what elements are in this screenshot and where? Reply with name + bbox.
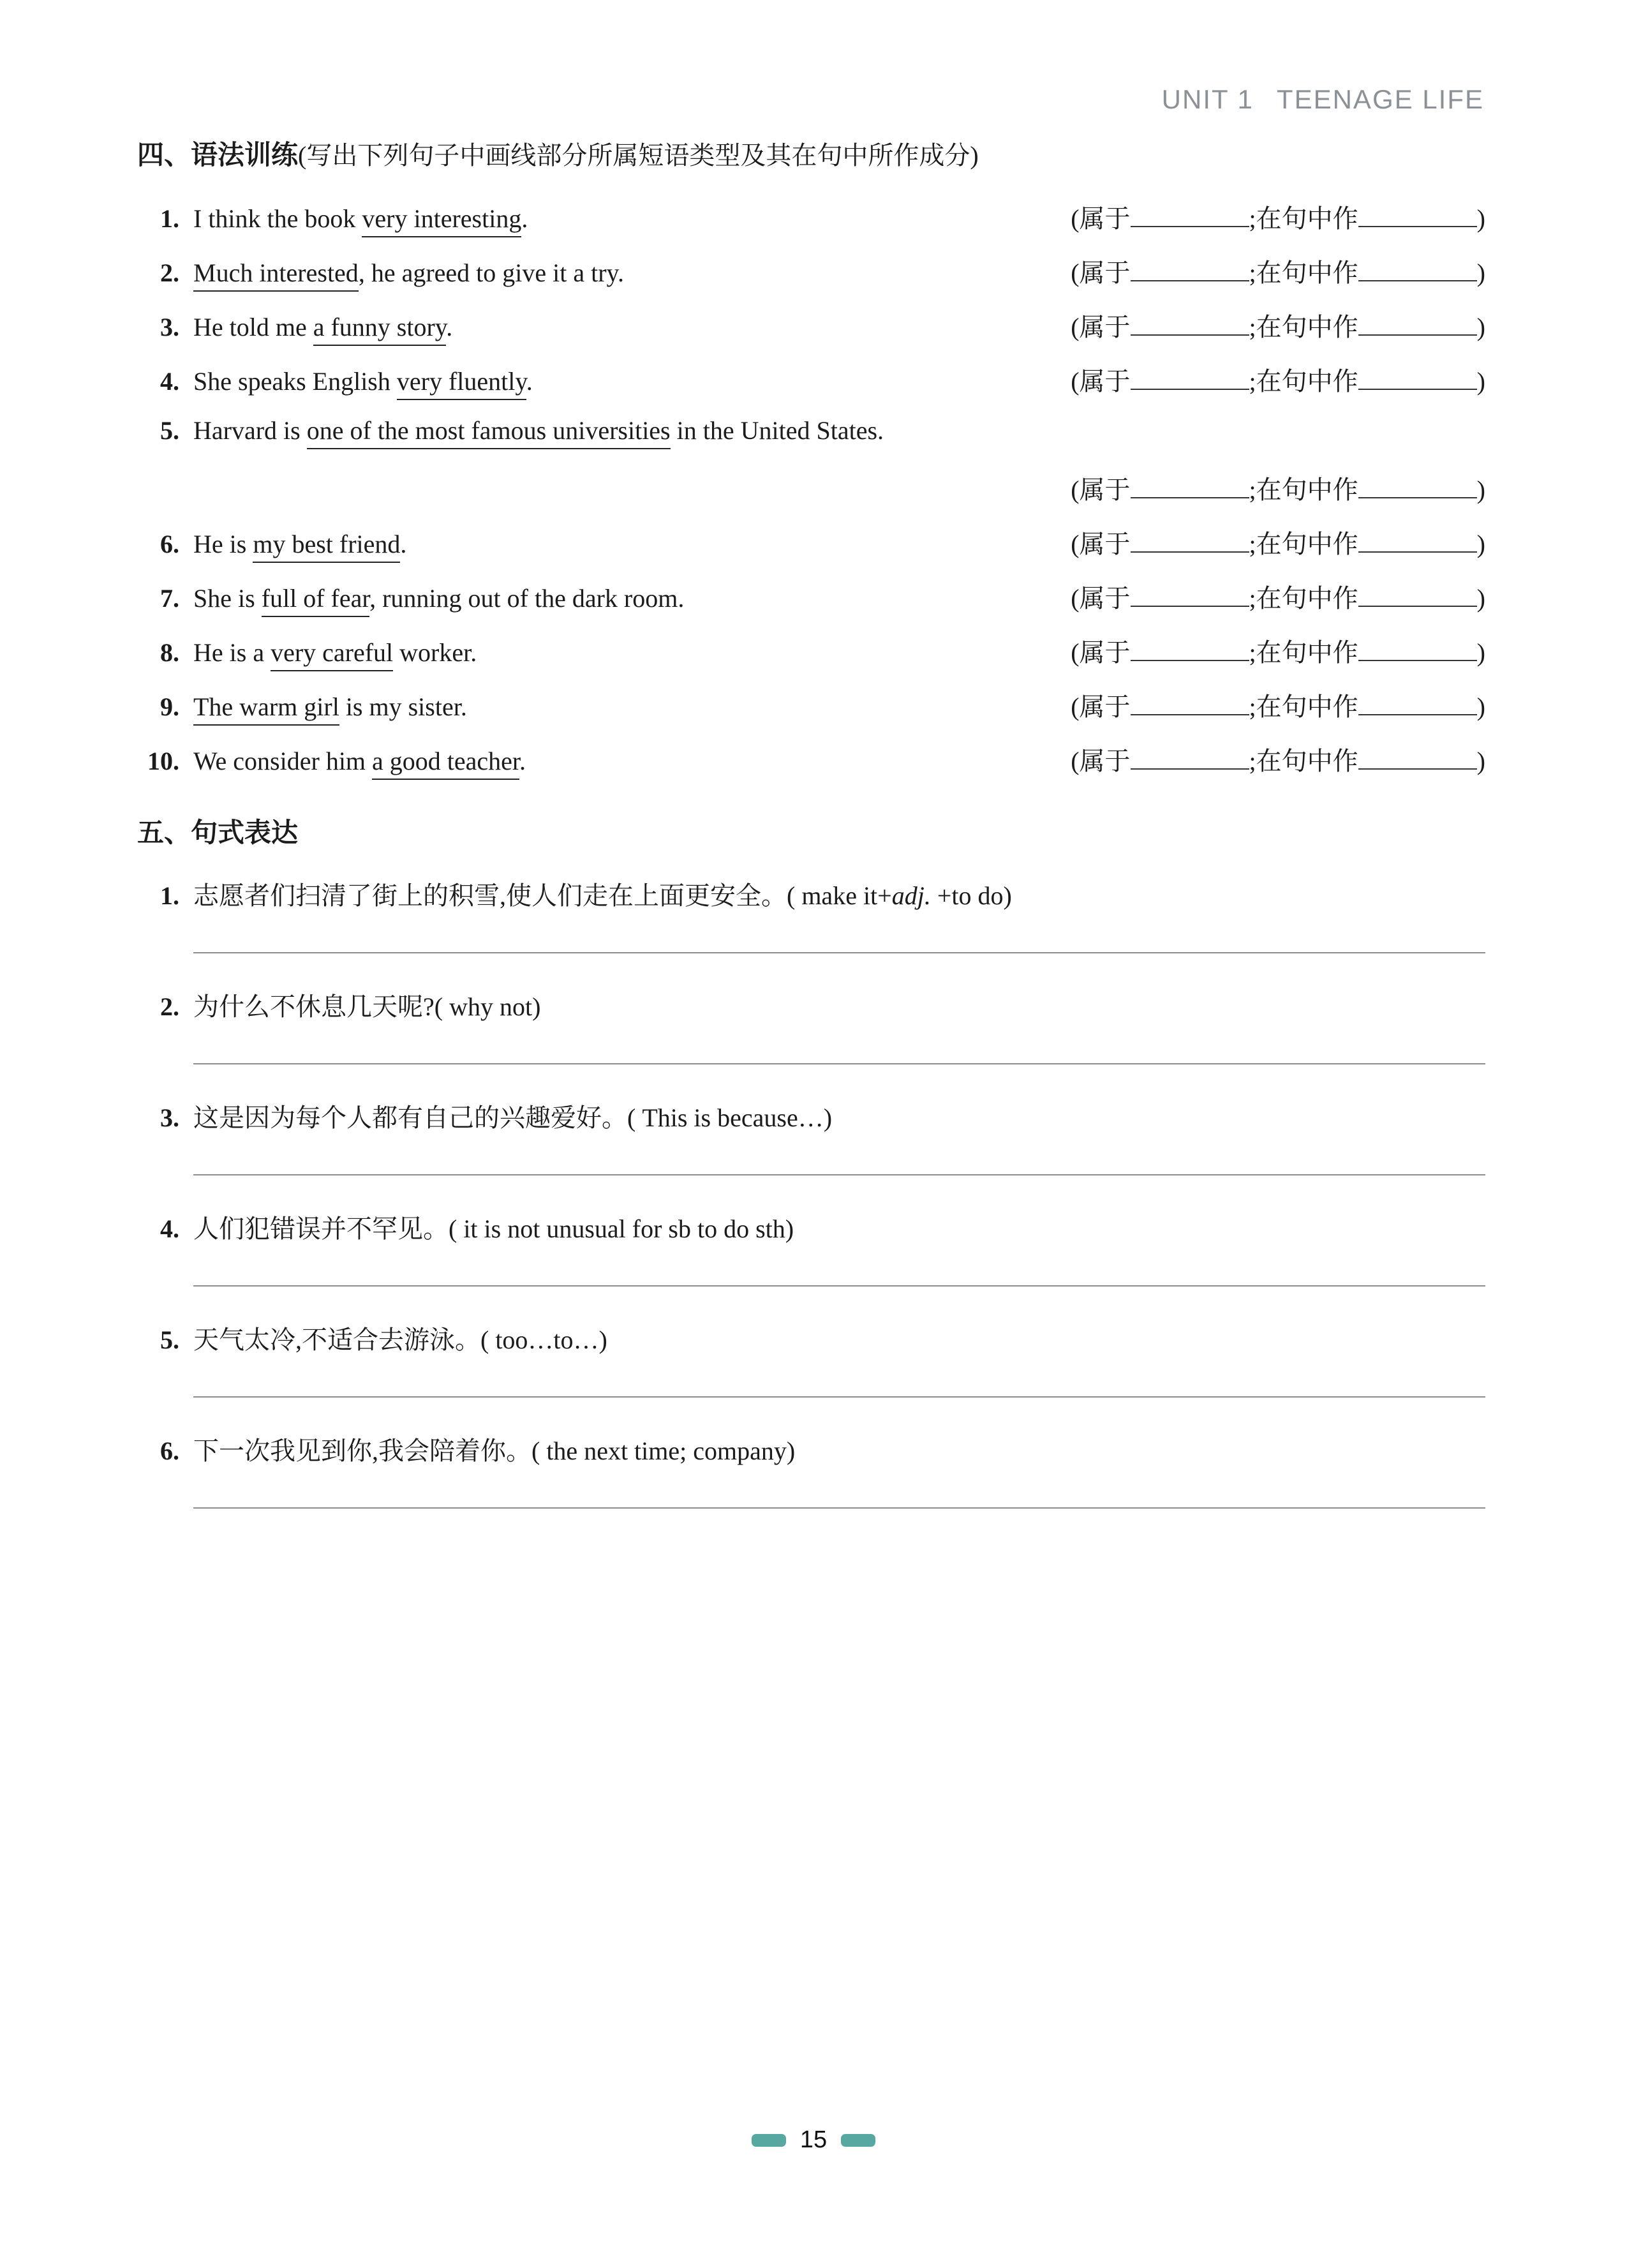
sentence-post: in the United States. xyxy=(670,416,884,445)
sentence xyxy=(137,415,884,445)
page-number: 15 xyxy=(799,2126,828,2153)
bracket-close: ) xyxy=(1476,258,1485,288)
prompt xyxy=(137,1101,1485,1135)
expression-item-2 xyxy=(137,990,1485,1064)
bracket-mid: ;在句中作 xyxy=(1249,475,1358,505)
bracket-mid: ;在句中作 xyxy=(1249,313,1358,342)
grammar-item-5-answer xyxy=(137,470,1485,524)
answer-writing-line xyxy=(193,1063,1485,1064)
answer-blank xyxy=(1131,497,1249,498)
answer-writing-line xyxy=(193,1396,1485,1398)
grammar-item-10 xyxy=(137,741,1485,795)
hint-pre: ( This is because…) xyxy=(627,1103,833,1132)
item-number: 6. xyxy=(160,1436,179,1465)
answer-blank xyxy=(1131,768,1249,770)
prompt-chinese: 志愿者们扫清了街上的积雪,使人们走在上面更安全。 xyxy=(193,881,787,910)
grammar-item-6 xyxy=(137,524,1485,578)
sentence xyxy=(137,692,467,722)
answer-blank xyxy=(1131,389,1249,390)
answer-blank xyxy=(1358,660,1477,661)
sentence-text xyxy=(193,583,684,613)
hint-pre: ( too…to…) xyxy=(480,1325,607,1354)
unit-title: TEENAGE LIFE xyxy=(1276,84,1484,114)
sentence-post: . xyxy=(519,747,526,776)
prompt-chinese: 人们犯错误并不罕见。 xyxy=(193,1214,449,1243)
prompt-chinese: 下一次我见到你,我会陪着你。 xyxy=(193,1436,531,1465)
item-number: 2. xyxy=(160,992,179,1021)
answer-bracket xyxy=(1071,741,1485,777)
sentence xyxy=(137,746,526,776)
bracket-mid: ;在句中作 xyxy=(1249,692,1358,722)
bracket-close: ) xyxy=(1476,692,1485,722)
bracket-mid: ;在句中作 xyxy=(1249,747,1358,776)
prompt xyxy=(137,879,1485,913)
sentence xyxy=(137,529,406,559)
item-number: 5. xyxy=(160,1325,179,1354)
prompt-text xyxy=(193,1324,607,1357)
sentence-pre: I think the book xyxy=(193,204,362,234)
expression-item-4 xyxy=(137,1212,1485,1287)
item-number: 9. xyxy=(160,692,179,722)
sentence xyxy=(137,366,533,396)
sentence-text xyxy=(193,204,528,234)
bracket-open: (属于 xyxy=(1071,530,1131,559)
answer-writing-line xyxy=(193,1174,1485,1175)
sentence-underlined: very fluently xyxy=(397,367,526,400)
sentence-post: worker. xyxy=(393,638,477,668)
answer-writing-line xyxy=(193,952,1485,953)
bracket-close: ) xyxy=(1476,638,1485,668)
sentence-pre: He is a xyxy=(193,638,271,668)
sentence-pre: He is xyxy=(193,530,253,559)
answer-writing-line xyxy=(193,1285,1485,1287)
prompt xyxy=(137,1435,1485,1468)
prompt-hint xyxy=(435,992,541,1021)
page-content xyxy=(137,139,1485,1546)
item-number: 5. xyxy=(160,416,179,445)
answer-blank xyxy=(1358,334,1477,336)
prompt-hint xyxy=(627,1103,832,1132)
answer-bracket xyxy=(1071,578,1485,615)
grammar-item-5 xyxy=(137,415,1485,470)
sentence-underlined: very interesting xyxy=(362,204,521,237)
sentence-pre: She is xyxy=(193,584,262,613)
answer-bracket xyxy=(1071,470,1485,506)
item-number: 7. xyxy=(160,584,179,613)
sentence-underlined: The warm girl xyxy=(193,692,339,726)
expression-item-5 xyxy=(137,1324,1485,1398)
sentence xyxy=(137,204,528,234)
sentence-underlined: a funny story xyxy=(313,313,446,346)
prompt-hint xyxy=(787,881,1012,910)
prompt-text xyxy=(193,879,1012,913)
sentence-text xyxy=(193,366,533,396)
bracket-open: (属于 xyxy=(1071,747,1131,776)
bracket-open: (属于 xyxy=(1071,204,1131,234)
answer-bracket xyxy=(1071,253,1485,289)
sentence xyxy=(137,258,624,288)
sentence-underlined: a good teacher xyxy=(372,747,519,780)
page-footer xyxy=(0,2126,1627,2154)
answer-blank xyxy=(1131,226,1249,227)
bracket-mid: ;在句中作 xyxy=(1249,204,1358,234)
sentence xyxy=(137,312,452,342)
answer-blank xyxy=(1131,551,1249,553)
expression-item-3 xyxy=(137,1101,1485,1175)
answer-blank xyxy=(1358,389,1477,390)
answer-bracket xyxy=(1071,632,1485,669)
sentence-post: . xyxy=(400,530,407,559)
item-number: 4. xyxy=(160,367,179,396)
sentence-post: is my sister. xyxy=(339,692,467,722)
footer-left-pill-icon xyxy=(752,2134,786,2147)
answer-blank xyxy=(1358,606,1477,607)
hint-pre: ( make it+ xyxy=(787,881,892,910)
sentence-pre: He told me xyxy=(193,313,313,342)
answer-blank xyxy=(1131,660,1249,661)
prompt-hint xyxy=(531,1436,795,1465)
sentence-text xyxy=(193,746,526,776)
answer-blank xyxy=(1358,551,1477,553)
bracket-close: ) xyxy=(1476,747,1485,776)
sentence-underlined: one of the most famous universities xyxy=(307,416,671,449)
answer-bracket xyxy=(1071,361,1485,398)
sentence-underlined: my best friend xyxy=(253,530,400,563)
item-number: 1. xyxy=(160,204,179,234)
prompt xyxy=(137,1212,1485,1246)
answer-bracket xyxy=(1071,198,1485,235)
prompt xyxy=(137,1324,1485,1357)
prompt-chinese: 天气太冷,不适合去游泳。 xyxy=(193,1325,480,1354)
hint-pre: ( why not) xyxy=(434,992,541,1021)
sentence-text xyxy=(193,415,884,445)
page-header xyxy=(1162,84,1484,115)
bracket-open: (属于 xyxy=(1071,313,1131,342)
grammar-section-heading xyxy=(137,139,1485,172)
grammar-item-4 xyxy=(137,361,1485,415)
bracket-mid: ;在句中作 xyxy=(1249,638,1358,668)
expression-items xyxy=(137,879,1485,1509)
bracket-open: (属于 xyxy=(1071,258,1131,288)
sentence-underlined: full of fear xyxy=(262,584,369,617)
grammar-heading-title: 四、语法训练 xyxy=(137,140,299,170)
expression-heading-title: 五、句式表达 xyxy=(137,817,299,848)
hint-italic: adj. xyxy=(891,881,931,910)
bracket-close: ) xyxy=(1476,313,1485,342)
answer-blank xyxy=(1358,280,1477,281)
bracket-open: (属于 xyxy=(1071,638,1131,668)
sentence-post: , running out of the dark room. xyxy=(369,584,685,613)
prompt-hint xyxy=(449,1214,794,1243)
expression-item-6 xyxy=(137,1435,1485,1509)
prompt-chinese: 这是因为每个人都有自己的兴趣爱好。 xyxy=(193,1103,627,1132)
hint-pre: ( the next time; company) xyxy=(531,1436,796,1465)
prompt-text xyxy=(193,1212,794,1246)
bracket-mid: ;在句中作 xyxy=(1249,530,1358,559)
grammar-heading-note: (写出下列句子中画线部分所属短语类型及其在句中所作成分) xyxy=(298,141,979,170)
item-number: 2. xyxy=(160,258,179,288)
sentence-pre: She speaks English xyxy=(193,367,397,396)
item-number: 3. xyxy=(160,313,179,342)
bracket-open: (属于 xyxy=(1071,692,1131,722)
bracket-mid: ;在句中作 xyxy=(1249,258,1358,288)
prompt-chinese: 为什么不休息几天呢? xyxy=(193,992,435,1021)
bracket-open: (属于 xyxy=(1071,475,1131,505)
sentence-post: . xyxy=(446,313,453,342)
sentence xyxy=(137,638,477,668)
item-number: 6. xyxy=(160,530,179,559)
prompt-hint xyxy=(480,1325,607,1354)
grammar-item-2 xyxy=(137,253,1485,307)
answer-blank xyxy=(1358,497,1477,498)
hint-post: +to do) xyxy=(930,881,1012,910)
bracket-open: (属于 xyxy=(1071,367,1131,396)
answer-blank xyxy=(1131,606,1249,607)
item-number: 1. xyxy=(160,881,179,910)
answer-blank xyxy=(1131,714,1249,715)
bracket-close: ) xyxy=(1476,367,1485,396)
prompt xyxy=(137,990,1485,1024)
answer-bracket xyxy=(1071,307,1485,343)
grammar-item-7 xyxy=(137,578,1485,632)
bracket-close: ) xyxy=(1476,204,1485,234)
item-number: 3. xyxy=(160,1103,179,1132)
bracket-close: ) xyxy=(1476,584,1485,613)
sentence-pre: We consider him xyxy=(193,747,373,776)
grammar-item-8 xyxy=(137,632,1485,687)
sentence-text xyxy=(193,312,452,342)
prompt-text xyxy=(193,1101,832,1135)
answer-bracket xyxy=(1071,524,1485,560)
answer-bracket xyxy=(1071,687,1485,723)
bracket-open: (属于 xyxy=(1071,584,1131,613)
sentence-text xyxy=(193,692,467,722)
item-number: 4. xyxy=(160,1214,179,1243)
sentence xyxy=(137,583,684,613)
sentence-underlined: very careful xyxy=(271,638,393,671)
sentence-underlined: Much interested xyxy=(193,258,359,292)
expression-section-heading xyxy=(137,817,1485,849)
grammar-items xyxy=(137,198,1485,795)
answer-blank xyxy=(1358,226,1477,227)
answer-blank xyxy=(1358,714,1477,715)
answer-blank xyxy=(1358,768,1477,770)
sentence-text xyxy=(193,638,477,668)
bracket-close: ) xyxy=(1476,475,1485,505)
bracket-close: ) xyxy=(1476,530,1485,559)
bracket-mid: ;在句中作 xyxy=(1249,367,1358,396)
sentence-post: . xyxy=(521,204,528,234)
sentence-post: , he agreed to give it a try. xyxy=(358,258,624,288)
grammar-item-1 xyxy=(137,198,1485,253)
answer-blank xyxy=(1131,334,1249,336)
sentence-pre: Harvard is xyxy=(193,416,307,445)
sentence-text xyxy=(193,258,624,288)
answer-writing-line xyxy=(193,1507,1485,1509)
sentence-post: . xyxy=(526,367,533,396)
prompt-text xyxy=(193,1435,795,1468)
item-number: 10. xyxy=(147,747,179,776)
unit-label: UNIT 1 xyxy=(1161,84,1254,114)
sentence-text xyxy=(193,529,406,559)
answer-blank xyxy=(1131,280,1249,281)
footer-right-pill-icon xyxy=(841,2134,875,2147)
item-number: 8. xyxy=(160,638,179,668)
hint-pre: ( it is not unusual for sb to do sth) xyxy=(449,1214,794,1243)
grammar-item-9 xyxy=(137,687,1485,741)
prompt-text xyxy=(193,990,540,1024)
bracket-mid: ;在句中作 xyxy=(1249,584,1358,613)
expression-item-1 xyxy=(137,879,1485,953)
grammar-item-3 xyxy=(137,307,1485,361)
